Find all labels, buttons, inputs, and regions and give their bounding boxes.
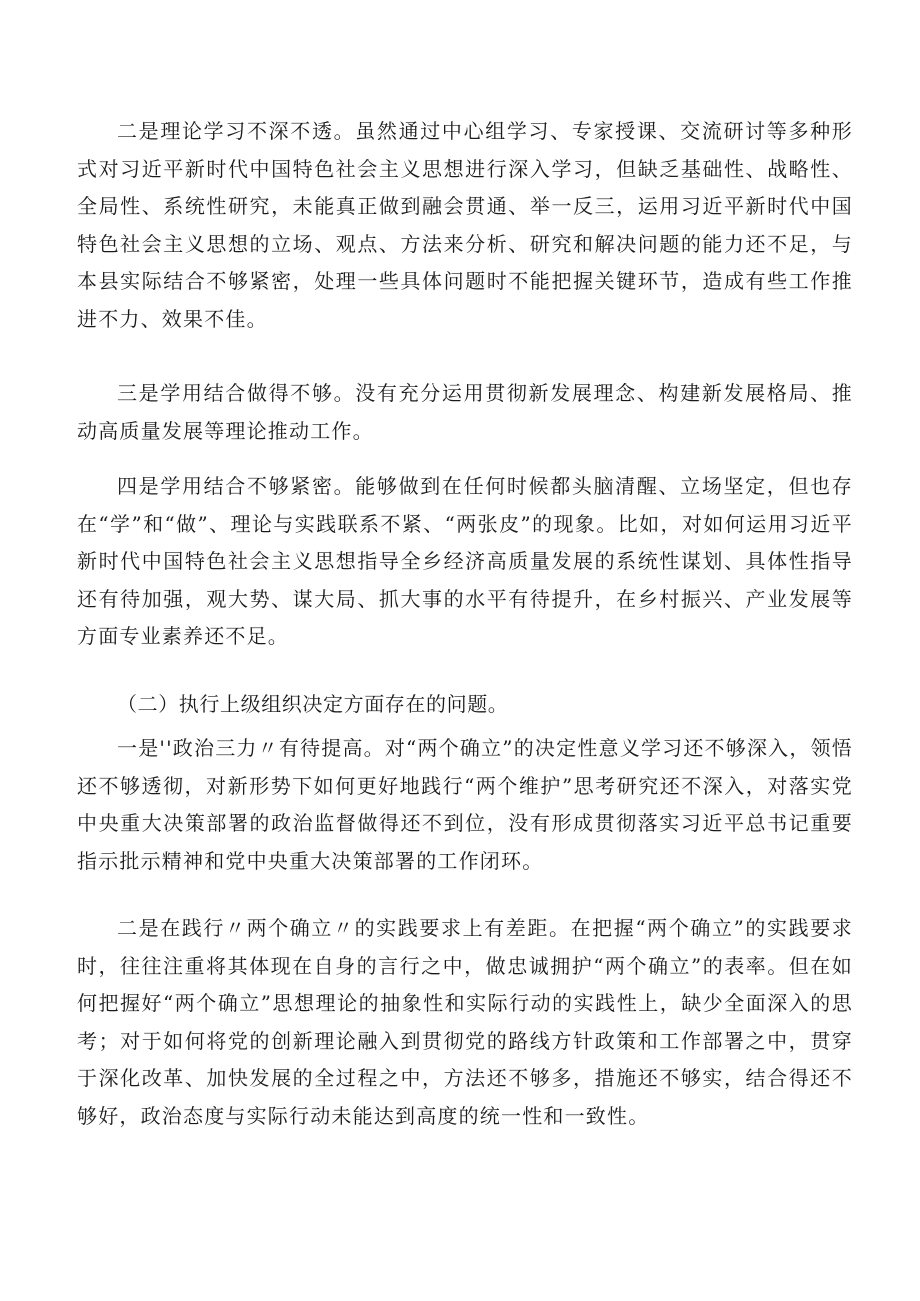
paragraph-political-capacity: 一是''政治三力〃有待提高。对“两个确立”的决定性意义学习还不够深入，领悟还不够透彻，对新形势下如何更好地践行“两个维护”思考研究还不深入，对落实党中央重大决策部署的政治监督做得还不到位，没有形成贯彻落实习近平总书记重要指示批示精神和党中央重大决策部署的工作闭环。 [77, 736, 853, 873]
paragraph-theory-study: 二是理论学习不深不透。虽然通过中心组学习、专家授课、交流研讨等多种形式对习近平新时代中国特色社会主义思想进行深入学习，但缺乏基础性、战略性、全局性、系统性研究，未能真正做到融会贯通、举一反三，运用习近平新时代中国特色社会主义思想的立场、观点、方法来分析、研究和解决问题的能力还不足，与本县实际结合不够紧密，处理一些具体问题时不能把握关键环节，造成有些工作推进不力、效果不佳。 [77, 119, 853, 331]
paragraph-study-application: 三是学用结合做得不够。没有充分运用贯彻新发展理念、构建新发展格局、推动高质量发展等理论推动工作。 [77, 381, 853, 443]
paragraph-two-establishments: 二是在践行〃两个确立〃的实践要求上有差距。在把握“两个确立”的实践要求时，往往注重将其体现在自身的言行之中，做忠诚拥护“两个确立”的表率。但在如何把握好“两个确立”思想理论的抽象性和实际行动的实践性上，缺少全面深入的思考；对于如何将党的创新理论融入到贯彻党的路线方针政策和工作部署之中，贯穿于深化改革、加快发展的全过程之中，方法还不够多，措施还不够实，结合得还不够好，政治态度与实际行动未能达到高度的统一性和一致性。 [77, 916, 853, 1128]
paragraph-study-practice-link: 四是学用结合不够紧密。能够做到在任何时候都头脑清醒、立场坚定，但也存在“学”和“做”、理论与实践联系不紧、“两张皮”的现象。比如，对如何运用习近平新时代中国特色社会主义思想指导全乡经济高质量发展的系统性谋划、具体性指导还有待加强，观大势、谋大局、抓大事的水平有待提升，在乡村振兴、产业发展等方面专业素养还不足。 [77, 474, 853, 648]
section-heading-execution: （二）执行上级组织决定方面存在的问题。 [117, 692, 509, 716]
